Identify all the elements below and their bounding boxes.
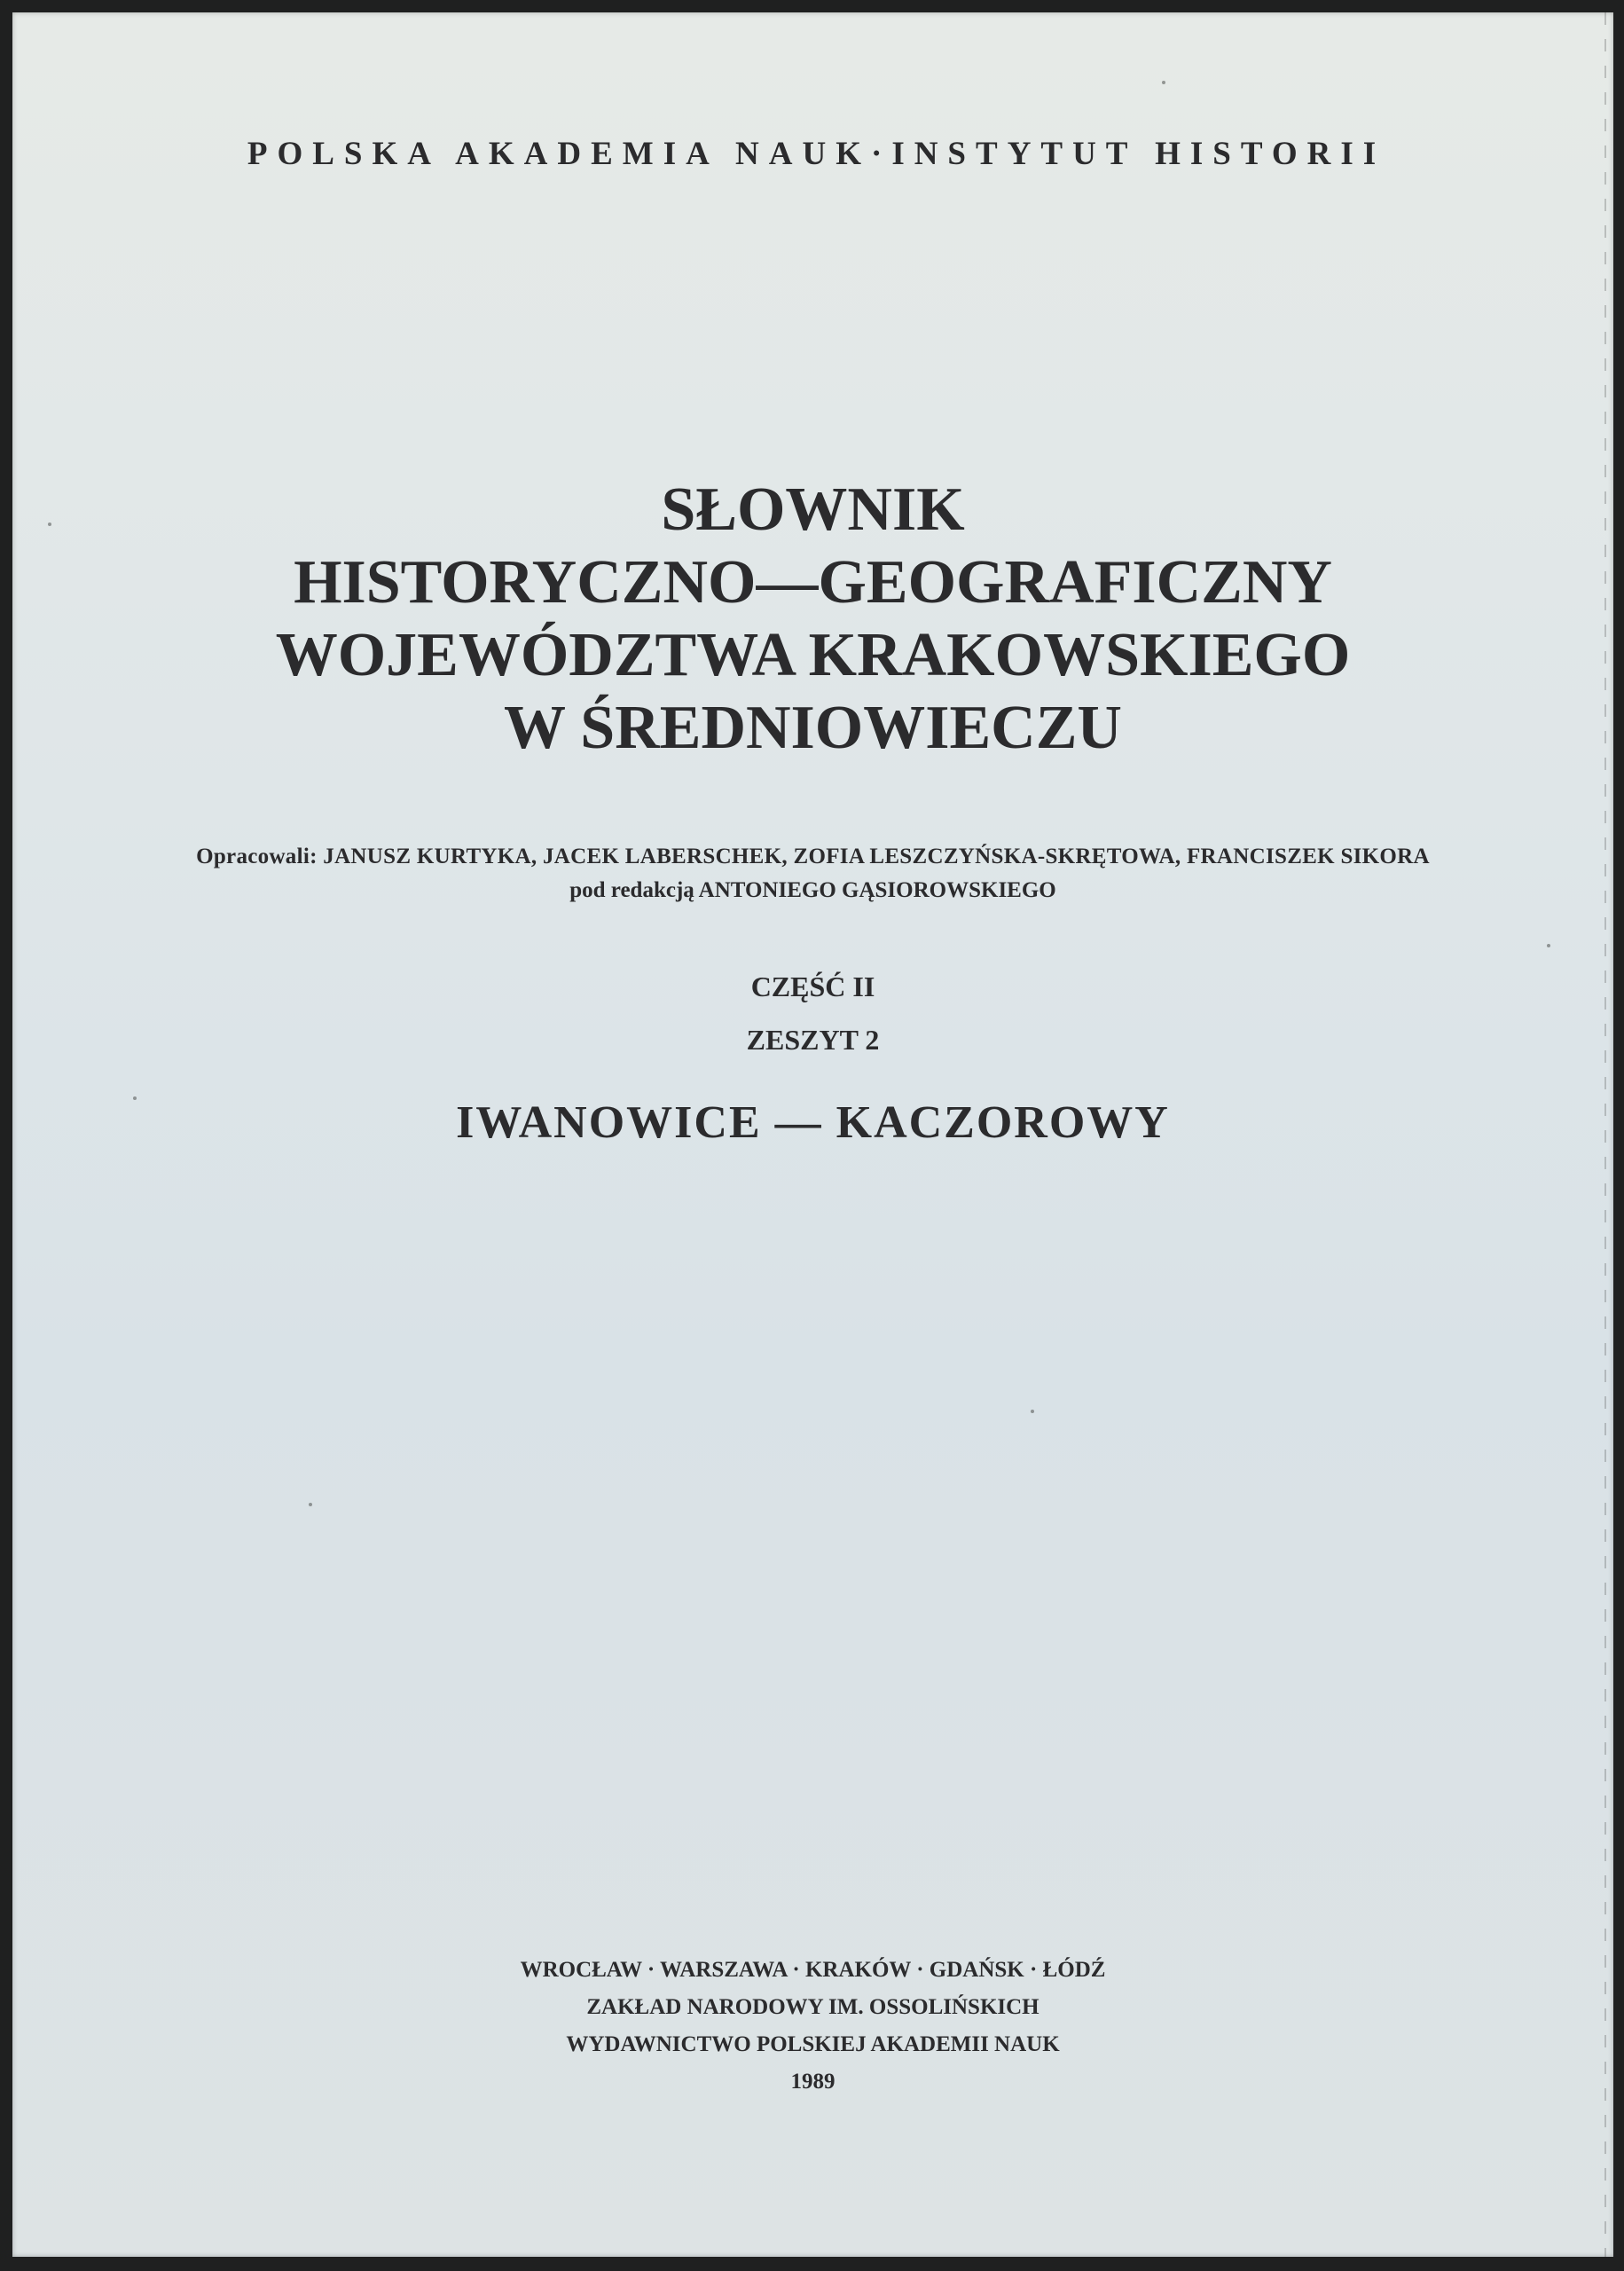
paper-speck: [1162, 81, 1165, 84]
institute-header: POLSKA AKADEMIA NAUK·INSTYTUT HISTORII: [247, 136, 1386, 172]
paper-speck: [309, 1503, 312, 1506]
part-label: CZĘŚĆ II: [750, 970, 875, 1002]
imprint-cities: WROCŁAW · WARSZAWA · KRAKÓW · GDAŃSK · ŁÓDŹ: [520, 1958, 1106, 1982]
book-cover: [12, 12, 1613, 2257]
volume-range: IWANOWICE — KACZOROWY: [456, 1097, 1170, 1148]
imprint-house: WYDAWNICTWO POLSKIEJ AKADEMII NAUK: [566, 2032, 1060, 2056]
imprint-publisher: ZAKŁAD NARODOWY IM. OSSOLIŃSKICH: [586, 1995, 1040, 2019]
title-line: SŁOWNIK: [661, 475, 965, 544]
authors-line: Opracowali: JANUSZ KURTYKA, JACEK LABERSCHEK, ZOFIA LESZCZYŃSKA-SKRĘTOWA, FRANCISZEK SIKORA: [196, 845, 1430, 868]
paper-speck: [48, 523, 51, 526]
imprint-year: 1989: [790, 2070, 836, 2094]
editor-line: pod redakcją ANTONIEGO GĄSIOROWSKIEGO: [569, 878, 1056, 902]
paper-speck: [1031, 1410, 1034, 1413]
imprint-block: [12, 1952, 1613, 2101]
issue-label: ZESZYT 2: [746, 1024, 880, 1056]
paper-speck: [133, 1096, 137, 1100]
title-line: WOJEWÓDZTWA KRAKOWSKIEGO: [275, 621, 1351, 689]
paper-speck: [1547, 944, 1550, 947]
title-line: W ŚREDNIOWIECZU: [504, 694, 1122, 762]
book-title: [12, 474, 1613, 765]
title-line: HISTORYCZNO—GEOGRAFICZNY: [294, 548, 1332, 617]
